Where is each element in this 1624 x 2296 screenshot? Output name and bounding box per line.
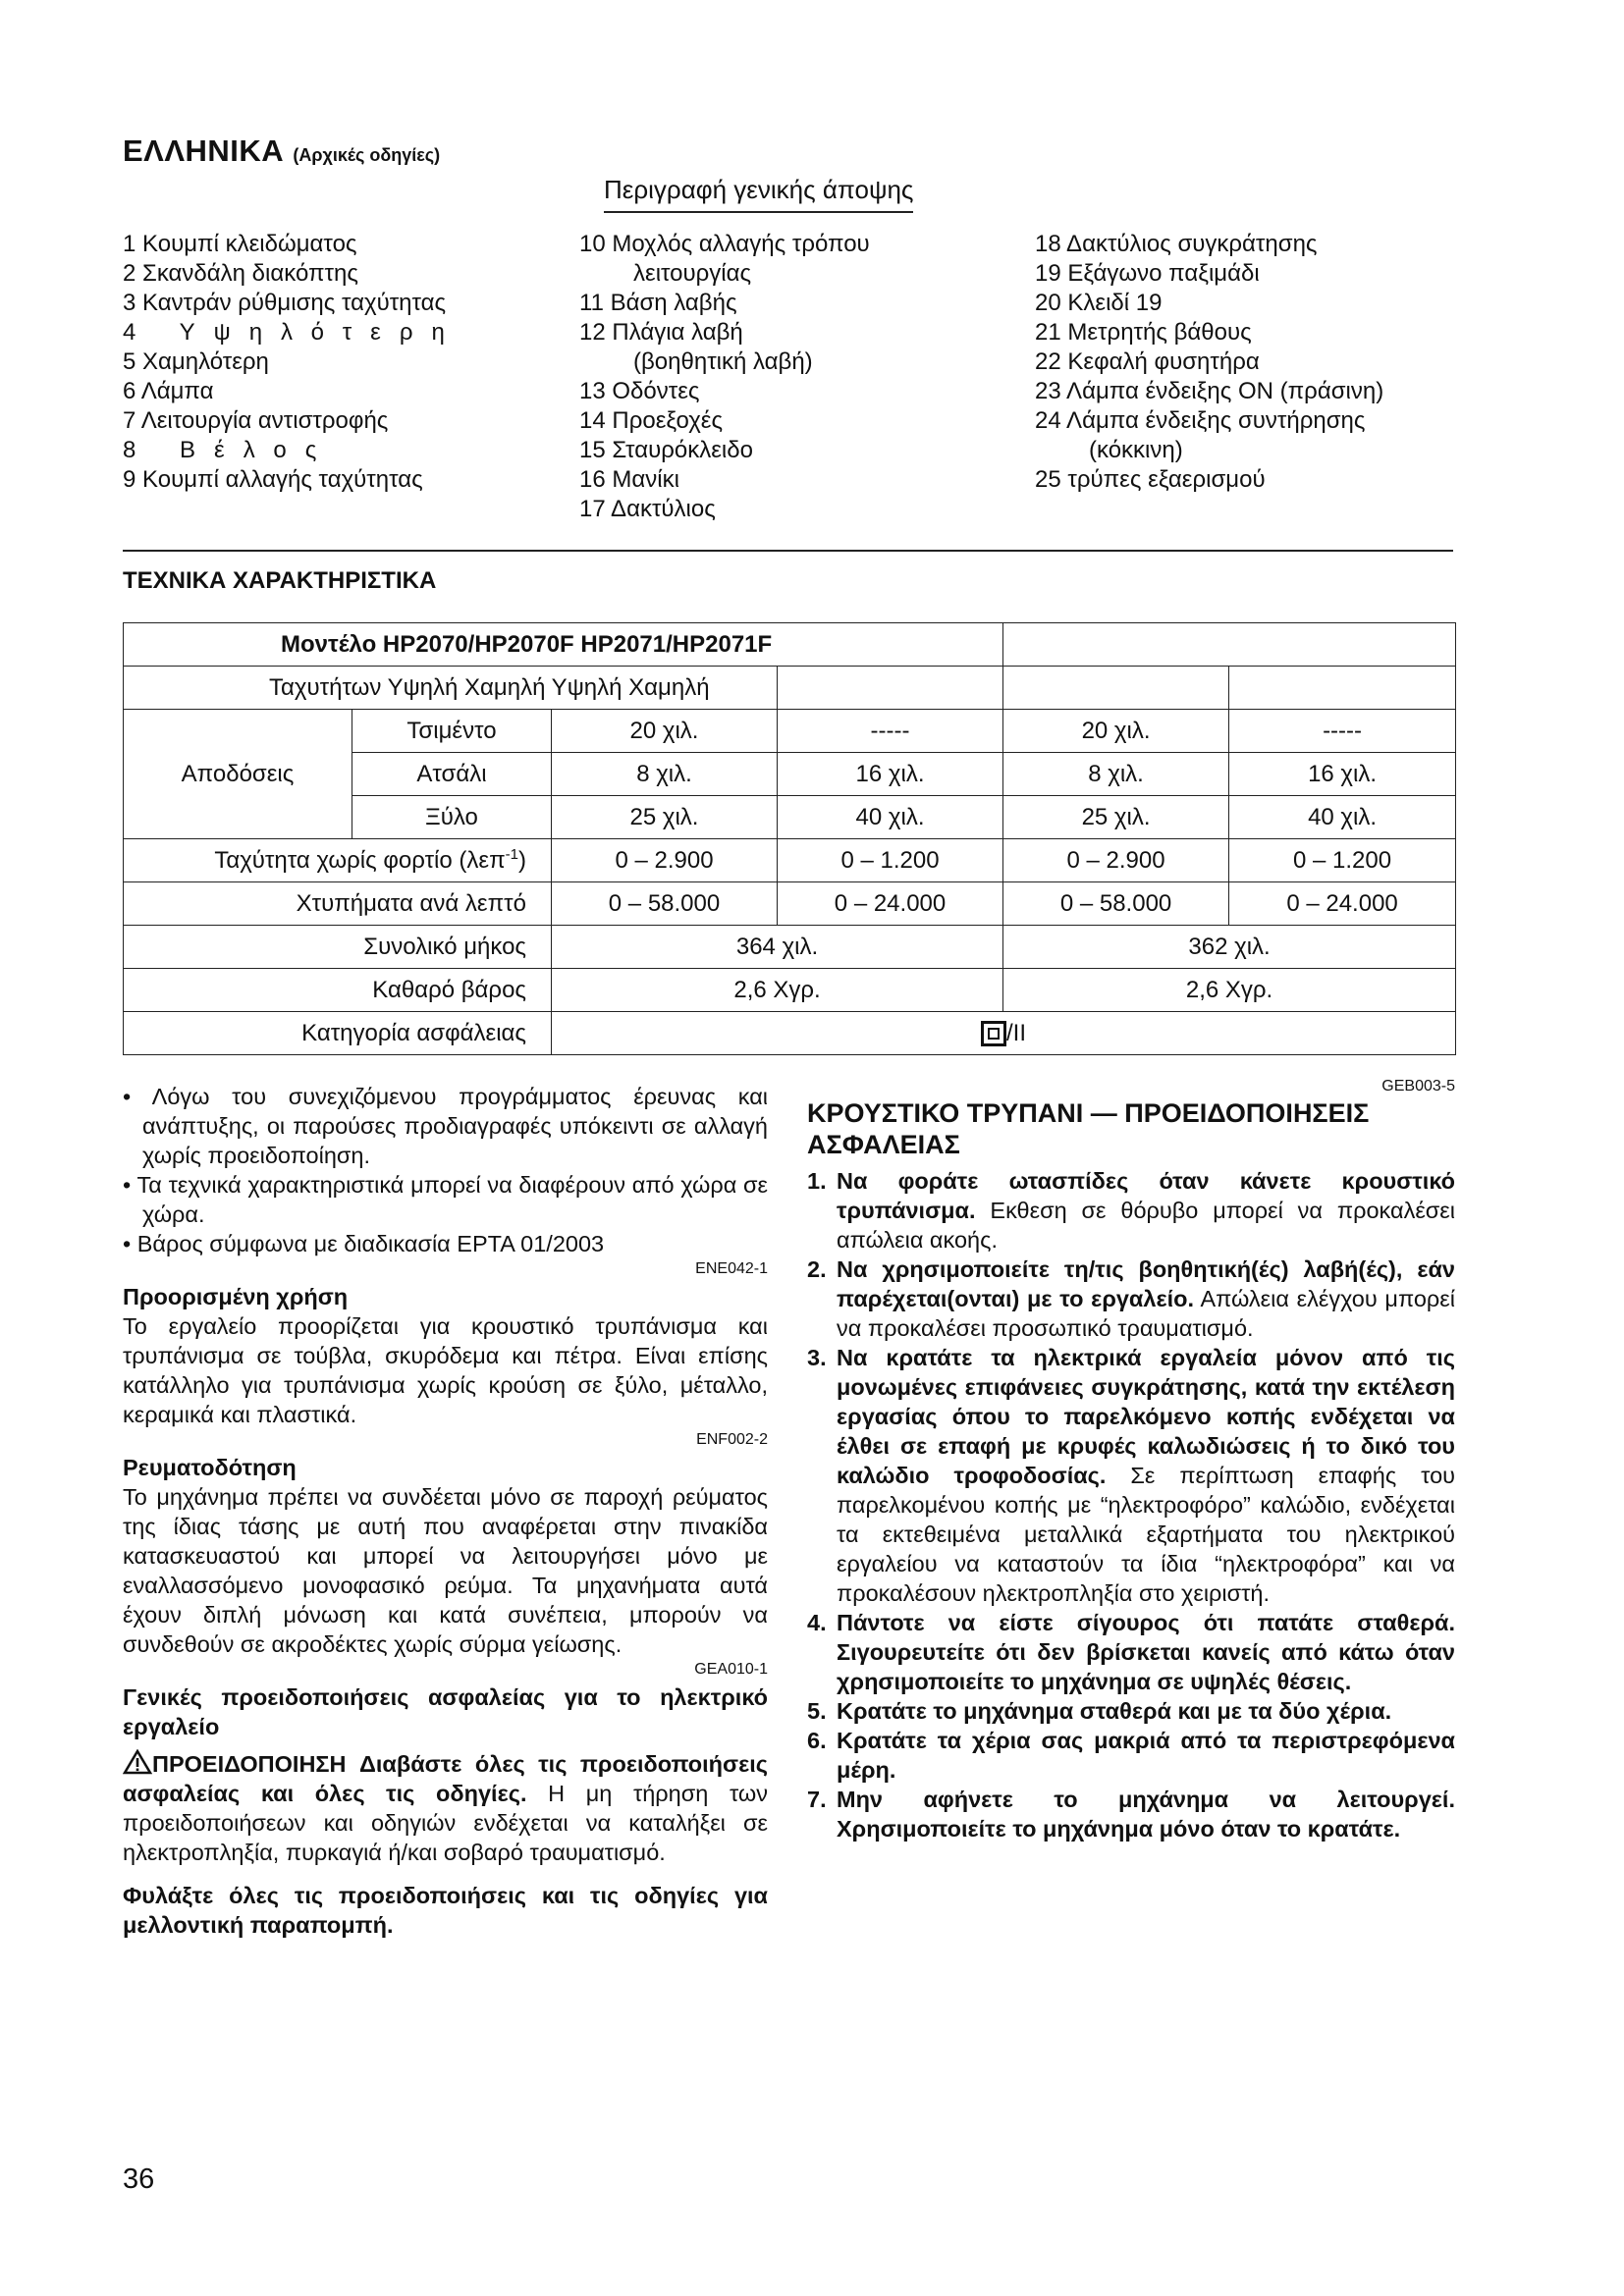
part-item: 23 Λάμπα ένδειξης ON (πράσινη) — [1035, 378, 1384, 404]
parts-column-3 — [1035, 230, 1383, 495]
page-language-title — [123, 133, 440, 169]
safety-list — [807, 1166, 1455, 1843]
note-item: • Λόγω του συνεχιζόμενου προγράμματος έρευνας και ανάπτυξης, οι παρούσες προδιαγραφές υπόκειντι σε αλλαγή χωρίς προειδοποίηση. — [123, 1084, 768, 1168]
intended-use-title: Προορισμένη χρήση — [123, 1284, 349, 1309]
part-item: 22 Κεφαλή φυσητήρα — [1035, 348, 1260, 375]
part-item: 2 Σκανδάλη διακόπτης — [123, 260, 358, 287]
part-item: 11 Βάση λαβής — [579, 290, 737, 316]
part-item: 13 Οδόντες — [579, 378, 700, 404]
warning-bold-text: Διαβάστε όλες τις προειδοποιήσεις ασφαλείας και όλες τις οδηγίες. — [123, 1751, 769, 1806]
part-item: 24 Λάμπα ένδειξης συντήρησης — [1035, 407, 1366, 434]
language-heading: ΕΛΛΗΝΙΚΑ — [123, 133, 285, 168]
doc-code: ENF002-2 — [696, 1431, 768, 1448]
note-item: • Τα τεχνικά χαρακτηριστικά μπορεί να διαφέρουν από χώρα σε χώρα. — [123, 1172, 768, 1227]
spec-cell: 0 – 1.200 — [778, 839, 1003, 882]
spec-cell: ----- — [778, 710, 1003, 753]
safety-item: 1. Να φοράτε ωτασπίδες όταν κάνετε κρουστικό τρυπάνισμα. Εκθεση σε θόρυβο μπορεί να προκαλέσει απώλεια ακοής. — [807, 1168, 1456, 1253]
safety-item: 2. Να χρησιμοποιείτε τη/τις βοηθητική(ές) λαβή(ές), εάν παρέχεται(ονται) με το εργαλείο. Απώλεια ελέγχου μπορεί να προκαλέσει προσωπικό τραυματισμό. — [807, 1256, 1455, 1341]
part-item: 6 Λάμπα — [123, 378, 214, 404]
spec-cell: 364 χιλ. — [552, 926, 1003, 969]
spec-cell: 8 χιλ. — [1003, 753, 1229, 796]
part-item: 19 Εξάγωνο παξιμάδι — [1035, 260, 1260, 287]
part-item: 20 Κλειδί 19 — [1035, 290, 1163, 316]
part-item: 17 Δακτύλιος — [579, 496, 716, 522]
capacities-label: Αποδόσεις — [124, 710, 352, 839]
overall-length-label: Συνολικό μήκος — [124, 926, 552, 969]
part-item: 1 Κουμπί κλειδώματος — [123, 231, 357, 257]
doc-code: GEA010-1 — [694, 1661, 768, 1678]
part-item-cont: (κόκκινη) — [1089, 437, 1183, 463]
spec-cell: 25 χιλ. — [552, 796, 778, 839]
specifications-table — [123, 622, 1456, 1055]
part-item: 10 Μοχλός αλλαγής τρόπου — [579, 231, 870, 257]
spec-cell: 25 χιλ. — [1003, 796, 1229, 839]
overview-title: Περιγραφή γενικής άποψης — [604, 175, 913, 213]
warning-text: Η μη τήρηση των προειδοποιήσεων και οδηγιών ενδέχεται να καταλήξει σε ηλεκτροπληξία, πυρκαγιά ή/και σοβαρό τραυματισμό. — [123, 1781, 768, 1865]
part-item: 3 Καντράν ρύθμισης ταχύτητας — [123, 290, 447, 316]
spec-cell: 0 – 24.000 — [1229, 882, 1456, 926]
spec-cell: 2,6 Χγρ. — [552, 969, 1003, 1012]
part-item-cont: (βοηθητική λαβή) — [633, 348, 813, 375]
page-number: 36 — [123, 2163, 155, 2195]
part-item: 15 Σταυρόκλειδο — [579, 437, 753, 463]
safety-item: 6. Κρατάτε τα χέρια σας μακριά από τα περιστρεφόμενα μέρη. — [807, 1728, 1455, 1783]
warning-word: ΠΡΟΕΙΔΟΠΟΙΗΣΗ — [152, 1751, 347, 1777]
spec-cell: 20 χιλ. — [1003, 710, 1229, 753]
part-item: 9 Κουμπί αλλαγής ταχύτητας — [123, 466, 423, 493]
power-supply-title: Ρευματοδότηση — [123, 1455, 297, 1480]
warning-triangle-icon — [123, 1749, 152, 1775]
part-item: 7 Λειτουργία αντιστροφής — [123, 407, 389, 434]
spec-cell: 0 – 2.900 — [552, 839, 778, 882]
part-item: 21 Μετρητής βάθους — [1035, 319, 1252, 346]
part-item: 8 Βέλος — [123, 437, 336, 463]
specs-heading: ΤΕΧΝΙΚΑ ΧΑΡΑΚΤΗΡΙΣΤΙΚΑ — [123, 567, 437, 594]
spec-cell: 16 χιλ. — [778, 753, 1003, 796]
general-warnings-title: Γενικές προειδοποιήσεις ασφαλείας για το ηλεκτρικό εργαλείο — [123, 1684, 768, 1739]
blows-per-minute-label: Χτυπήματα ανά λεπτό — [124, 882, 552, 926]
general-warning-paragraph — [123, 1749, 768, 1867]
spec-cell: 40 χιλ. — [1229, 796, 1456, 839]
spec-cell: 362 χιλ. — [1003, 926, 1456, 969]
no-load-speed-label: Ταχύτητα χωρίς φορτίο (λεπ$^{-1}$) — [124, 839, 552, 882]
part-item-cont: λειτουργίας — [633, 260, 752, 287]
parts-column-2 — [579, 230, 870, 524]
part-item: 25 τρύπες εξαερισμού — [1035, 466, 1266, 493]
part-item: 5 Χαμηλότερη — [123, 348, 269, 375]
speed-row-label: Ταχυτήτων Υψηλή Χαμηλή Υψηλή Χαμηλή — [124, 667, 778, 710]
spec-cell: 2,6 Χγρ. — [1003, 969, 1456, 1012]
part-item: 18 Δακτύλιος συγκράτησης — [1035, 231, 1318, 257]
double-insulation-icon — [981, 1021, 1006, 1046]
net-weight-label: Καθαρό βάρος — [124, 969, 552, 1012]
right-column — [807, 1076, 1455, 1843]
safety-class-value: /II — [552, 1012, 1456, 1055]
spec-cell: 0 – 58.000 — [552, 882, 778, 926]
concrete-label: Τσιμέντο — [352, 710, 552, 753]
safety-class-label: Κατηγορία ασφάλειας — [124, 1012, 552, 1055]
spec-cell: ----- — [1229, 710, 1456, 753]
part-item: 4 Υψηλότερη — [123, 319, 463, 346]
parts-column-1 — [123, 230, 463, 495]
part-item: 12 Πλάγια λαβή — [579, 319, 743, 346]
doc-code: GEB003-5 — [1381, 1078, 1455, 1095]
part-item: 16 Μανίκι — [579, 466, 679, 493]
part-item: 14 Προεξοχές — [579, 407, 724, 434]
hammer-drill-warnings-title: ΚΡΟΥΣΤΙΚΟ ΤΡΥΠΑΝΙ — ΠΡΟΕΙΔΟΠΟΙΗΣΕΙΣ ΑΣΦΑΛΕΙΑΣ — [807, 1098, 1370, 1159]
spec-cell: 16 χιλ. — [1229, 753, 1456, 796]
keep-instructions: Φυλάξτε όλες τις προειδοποιήσεις και τις οδηγίες για μελλοντική παραπομπή. — [123, 1883, 768, 1938]
spec-cell: 0 – 58.000 — [1003, 882, 1229, 926]
power-supply-text: Το μηχάνημα πρέπει να συνδέεται μόνο σε παροχή ρεύματος της ίδιας τάσης με αυτή που αναφέρεται στην πινακίδα κατασκευαστού και μπορεί να λειτουργήσει μόνο με εναλλασσόμενο μονοφασικό ρεύμα. Τα μηχανήματα αυτά έχουν διπλή μόνωση και κατά συνέπεια, μπορούν να συνδεθούν σε ακροδέκτες χωρίς σύρμα γείωσης. — [123, 1484, 768, 1657]
safety-item: 3. Να κρατάτε τα ηλεκτρικά εργαλεία μόνον από τις μονωμένες επιφάνειες συγκράτησης, κατά την εκτέλεση εργασίας όπου το παρελκόμενο κοπής ενδέχεται να έλθει σε επαφή με κρυφές καλωδιώσεις ή το δικό του καλώδιο τροφοδοσίας. Σε περίπτωση επαφής του παρελκομένου κοπής με “ηλεκτροφόρο” καλώδιο, ενδέχεται τα εκτεθειμένα μεταλλικά εξαρτήματα του ηλεκτρικού εργαλείου να καταστούν τα ίδια “ηλεκτροφόρα” και να προκαλέσουν ηλεκτροπληξία στο χειριστή. — [807, 1345, 1455, 1606]
safety-item: 4. Πάντοτε να είστε σίγουρος ότι πατάτε σταθερά. Σιγουρευτείτε ότι δεν βρίσκεται κανείς από κάτω όταν χρησιμοποιείτε το μηχάνημα σε υψηλές θέσεις. — [807, 1610, 1455, 1694]
note-item: • Βάρος σύμφωνα με διαδικασία EPTA 01/2003 — [123, 1231, 605, 1256]
intended-use-text: Το εργαλείο προορίζεται για κρουστικό τρυπάνισμα και τρυπάνισμα σε τούβλα, σκυρόδεμα και πέτρα. Είναι επίσης κατάλληλο για τρυπάνισμα χωρίς κρούση σε ξύλο, μέταλλο, κεραμικά και πλαστικά. — [123, 1313, 768, 1427]
spec-cell: 40 χιλ. — [778, 796, 1003, 839]
safety-item: 7. Μην αφήνετε το μηχάνημα να λειτουργεί. Χρησιμοποιείτε το μηχάνημα μόνο όταν το κρατάτε. — [807, 1787, 1455, 1842]
doc-code: ENE042-1 — [695, 1260, 768, 1277]
section-divider — [123, 550, 1453, 552]
language-subtitle: (Αρχικές οδηγίες) — [293, 145, 441, 165]
model-row-label: Μοντέλο HP2070/HP2070F HP2071/HP2071F — [124, 623, 1003, 667]
spec-cell: 20 χιλ. — [552, 710, 778, 753]
spec-cell: 8 χιλ. — [552, 753, 778, 796]
steel-label: Ατσάλι — [352, 753, 552, 796]
spec-cell: 0 – 2.900 — [1003, 839, 1229, 882]
spec-cell: 0 – 1.200 — [1229, 839, 1456, 882]
left-column — [123, 1082, 768, 1940]
safety-item: 5. Κρατάτε το μηχάνημα σταθερά και με τα δύο χέρια. — [807, 1698, 1392, 1724]
wood-label: Ξύλο — [352, 796, 552, 839]
spec-cell: 0 – 24.000 — [778, 882, 1003, 926]
